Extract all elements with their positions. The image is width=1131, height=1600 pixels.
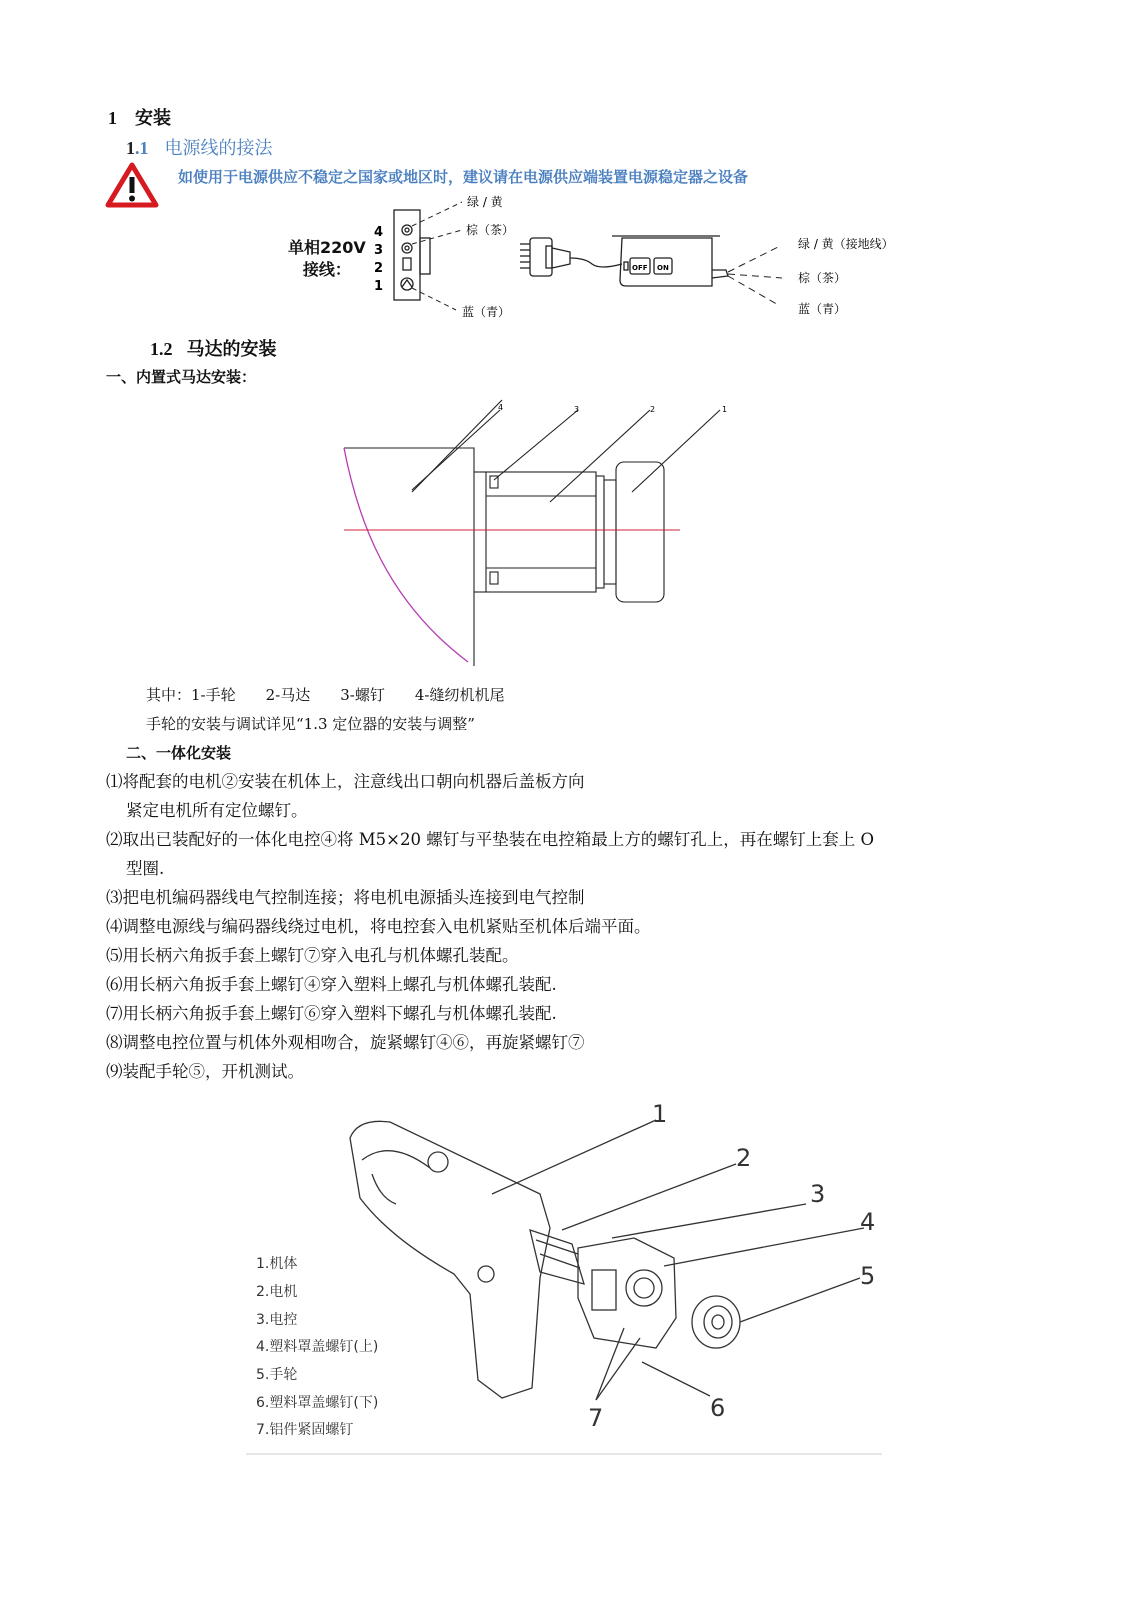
pin-number: 1 [374, 279, 384, 294]
step-2-cont: 型圈. [126, 859, 165, 878]
subsection-number: 1.1 [126, 138, 149, 158]
cable-label-ground: 绿 / 黄（接地线） [798, 237, 894, 251]
pin-number: 3 [374, 243, 384, 258]
step-6: ⑹用长柄六角扳手套上螺钉④穿入塑料上螺孔与机体螺孔装配. [106, 975, 557, 994]
section-heading-install [108, 104, 171, 130]
step-7: ⑺用长柄六角扳手套上螺钉⑥穿入塑料下螺孔与机体螺孔装配. [106, 1004, 557, 1023]
legend-item: 6.塑料罩盖螺钉(下) [256, 1395, 379, 1411]
assembly-callout-6: 6 [710, 1394, 726, 1422]
assembly-callout-2: 2 [736, 1144, 752, 1172]
legend-item: 4.塑料罩盖螺钉(上) [256, 1339, 379, 1355]
legend-item: 5.手轮 [256, 1367, 298, 1383]
switch-on-label: ON [657, 264, 669, 272]
callout-3: 3 [574, 405, 580, 414]
step-4: ⑷调整电源线与编码器线绕过电机，将电控套入电机紧贴至机体后端平面。 [106, 917, 651, 936]
callout-1: 1 [722, 405, 728, 414]
subsection-title: 电源线的接法 [164, 138, 273, 159]
assembly-callout-4: 4 [860, 1208, 876, 1236]
step-9: ⑼装配手轮⑤，开机测试。 [106, 1062, 304, 1081]
subsection-title: 马达的安装 [186, 339, 277, 360]
assembly-callout-1: 1 [652, 1100, 668, 1128]
legend-item: 7.铝件紧固螺钉 [256, 1422, 354, 1438]
motor-caption-parts: 其中：1-手轮 2-马达 3-螺钉 4-缝纫机机尾 [146, 686, 505, 704]
handwheel [692, 1296, 740, 1348]
section-number: 1 [108, 108, 117, 128]
callout-2: 2 [650, 405, 656, 414]
step-1: ⑴将配套的电机②安装在机体上，注意线出口朝向机器后盖板方向 [106, 772, 585, 791]
switch-off-label: OFF [632, 264, 648, 272]
step-2: ⑵取出已装配好的一体化电控④将 M5×20 螺钉与平垫装在电控箱最上方的螺钉孔上，再在螺钉上套上 O [106, 830, 874, 849]
machine-body [350, 1121, 550, 1398]
power-plug [520, 238, 622, 276]
handwheel [616, 462, 664, 602]
pin-number: 2 [374, 261, 384, 276]
plug-label-ground: 绿 / 黄 [467, 195, 503, 209]
wiring-label: 单相220V 接线： [288, 238, 366, 279]
power-socket [394, 210, 430, 300]
pin-number: 4 [374, 225, 384, 240]
subsection-heading-motor-install [150, 335, 277, 361]
assembly-callout-7: 7 [588, 1404, 604, 1432]
builtin-motor-heading: 一、内置式马达安装： [106, 368, 257, 386]
wiring-diagram [360, 192, 920, 324]
machine-tail-curve [344, 448, 468, 662]
plug-label-blue: 蓝（青） [462, 305, 511, 319]
step-5: ⑸用长柄六角扳手套上螺钉⑦穿入电孔与机体螺孔装配。 [106, 946, 519, 965]
cable-label-blue: 蓝（青） [798, 302, 847, 316]
cable-label-brown: 棕（茶） [798, 271, 847, 285]
screw [490, 572, 498, 584]
legend-item: 2.电机 [256, 1284, 298, 1300]
legend-item: 1.机体 [256, 1256, 298, 1272]
assembly-callout-3: 3 [810, 1180, 826, 1208]
step-1-cont: 紧定电机所有定位螺钉。 [126, 801, 308, 820]
machine-tail-outline [344, 448, 474, 666]
warning-text: 如使用于电源供应不稳定之国家或地区时，建议请在电源供应端装置电源稳定器之设备 [178, 168, 749, 186]
assembly-illustration [240, 1098, 890, 1460]
section-title: 安装 [135, 108, 171, 129]
step-8: ⑻调整电控位置与机体外观相吻合，旋紧螺钉④⑥，再旋紧螺钉⑦ [106, 1033, 585, 1052]
install-steps [106, 767, 1036, 1086]
motor-body [486, 472, 596, 592]
integrated-install-heading: 二、一体化安装 [126, 744, 232, 762]
switch-box [612, 236, 728, 286]
legend-item: 3.电控 [256, 1312, 298, 1328]
callout-4: 4 [498, 403, 504, 412]
motor-caption-reference: 手轮的安装与调试详见“1.3 定位器的安装与调整” [146, 715, 475, 733]
plug-label-brown: 棕（茶） [466, 223, 515, 237]
step-3: ⑶把电机编码器线电气控制连接；将电机电源插头连接到电气控制 [106, 888, 585, 907]
subsection-number: 1.2 [150, 339, 173, 359]
motor-install-diagram [338, 400, 728, 670]
assembly-callout-5: 5 [860, 1262, 876, 1290]
warning-icon [106, 162, 158, 208]
subsection-heading-power-wiring [126, 134, 273, 160]
motor [530, 1230, 584, 1284]
